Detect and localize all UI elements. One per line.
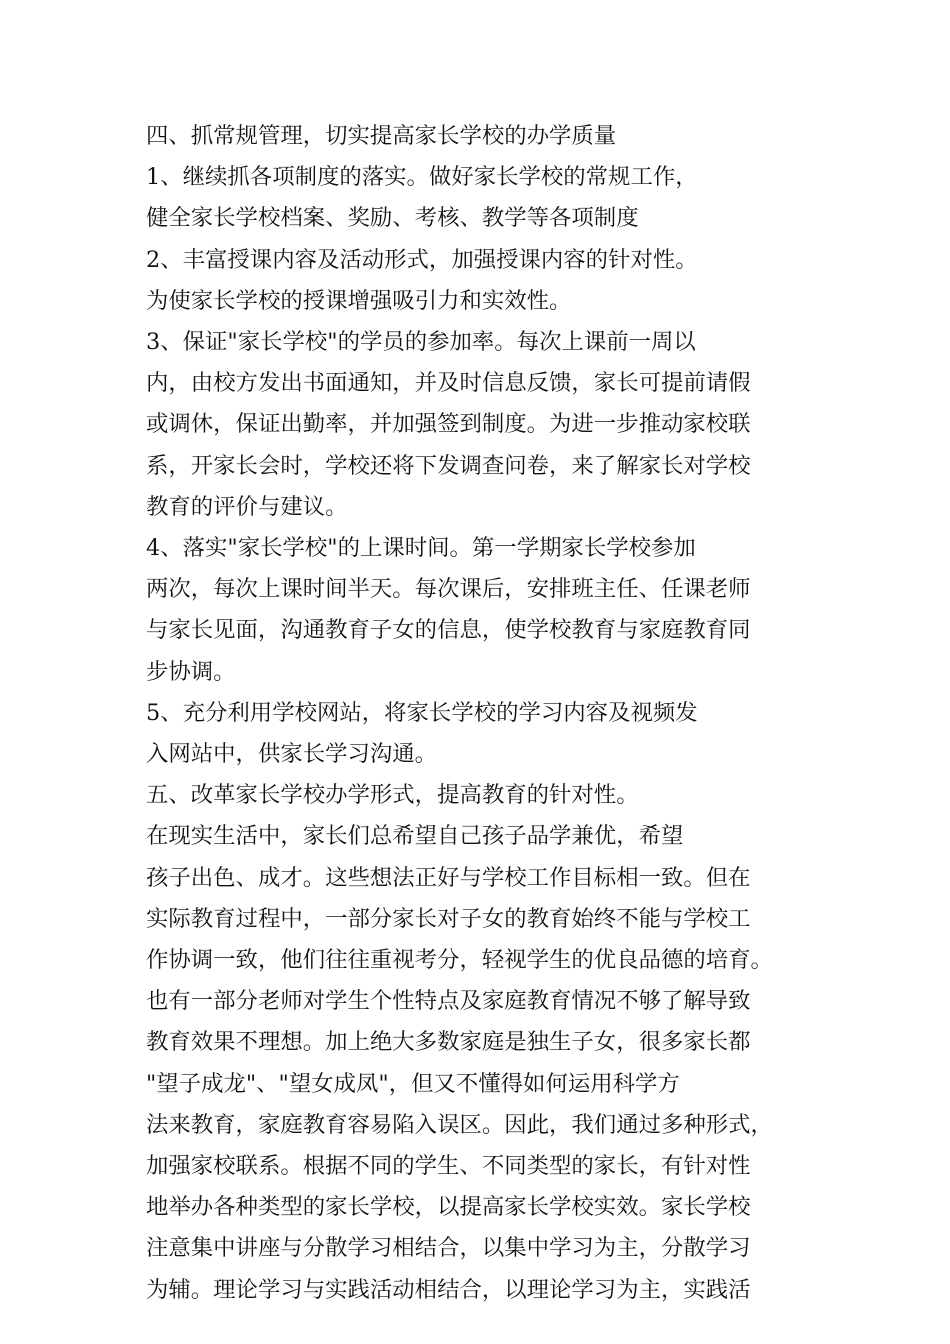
paragraph-item-4: 4、落实"家长学校"的上课时间。第一学期家长学校参加 两次，每次上课时间半天。每次课后，安排班主任、任课老师 与家长见面，沟通教育子女的信息，使学校教育与家庭教育同 步协调。 xyxy=(146,535,751,685)
document-body xyxy=(146,116,816,1311)
paragraph-heading-4: 四、抓常规管理，切实提高家长学校的办学质量 xyxy=(146,123,617,149)
paragraph-body-1: 在现实生活中，家长们总希望自己孩子品学兼优，希望 孩子出色、成才。这些想法正好与学校工作目标相一致。但在 实际教育过程中，一部分家长对子女的教育始终不能与学校工 作协调一致，他们往往重视考分，轻视学生的优良品德的培育。 也有一部分老师对学生个性特点及家庭教育情况不够了解导致 教育效果不理想。加上绝大多数家庭是独生子女，很多家长都 xyxy=(146,823,773,1056)
paragraph-item-1: 1、继续抓各项制度的落实。做好家长学校的常规工作， 健全家长学校档案、奖励、考核、教学等各项制度 xyxy=(146,164,698,232)
paragraph-body-2: "望子成龙"、"望女成凤"，但又不懂得如何运用科学方 法来教育，家庭教育容易陷入误区。因此，我们通过多种形式， 加强家校联系。根据不同的学生、不同类型的家长，有针对性 地举办各种类型的家长学校，以提高家长学校实效。家长学校 注意集中讲座与分散学习相结合，以集中学习为主，分散学习 为辅。理论学习与实践活动相结合，以理论学习为主，实践活 xyxy=(146,1070,773,1303)
paragraph-item-2: 2、丰富授课内容及活动形式，加强授课内容的针对性。 为使家长学校的授课增强吸引力和实效性。 xyxy=(146,246,698,314)
paragraph-heading-5: 五、改革家长学校办学形式，提高教育的针对性。 xyxy=(146,782,639,809)
paragraph-item-3: 3、保证"家长学校"的学员的参加率。每次上课前一周以 内，由校方发出书面通知，并及时信息反馈，家长可提前请假 或调休，保证出勤率，并加强签到制度。为进一步推动家校联 系，开家长会时，学校还将下发调查问卷，来了解家长对学校 教育的评价与建议。 xyxy=(146,329,751,520)
paragraph-item-5: 5、充分利用学校网站，将家长学校的学习内容及视频发 入网站中，供家长学习沟通。 xyxy=(146,699,698,768)
